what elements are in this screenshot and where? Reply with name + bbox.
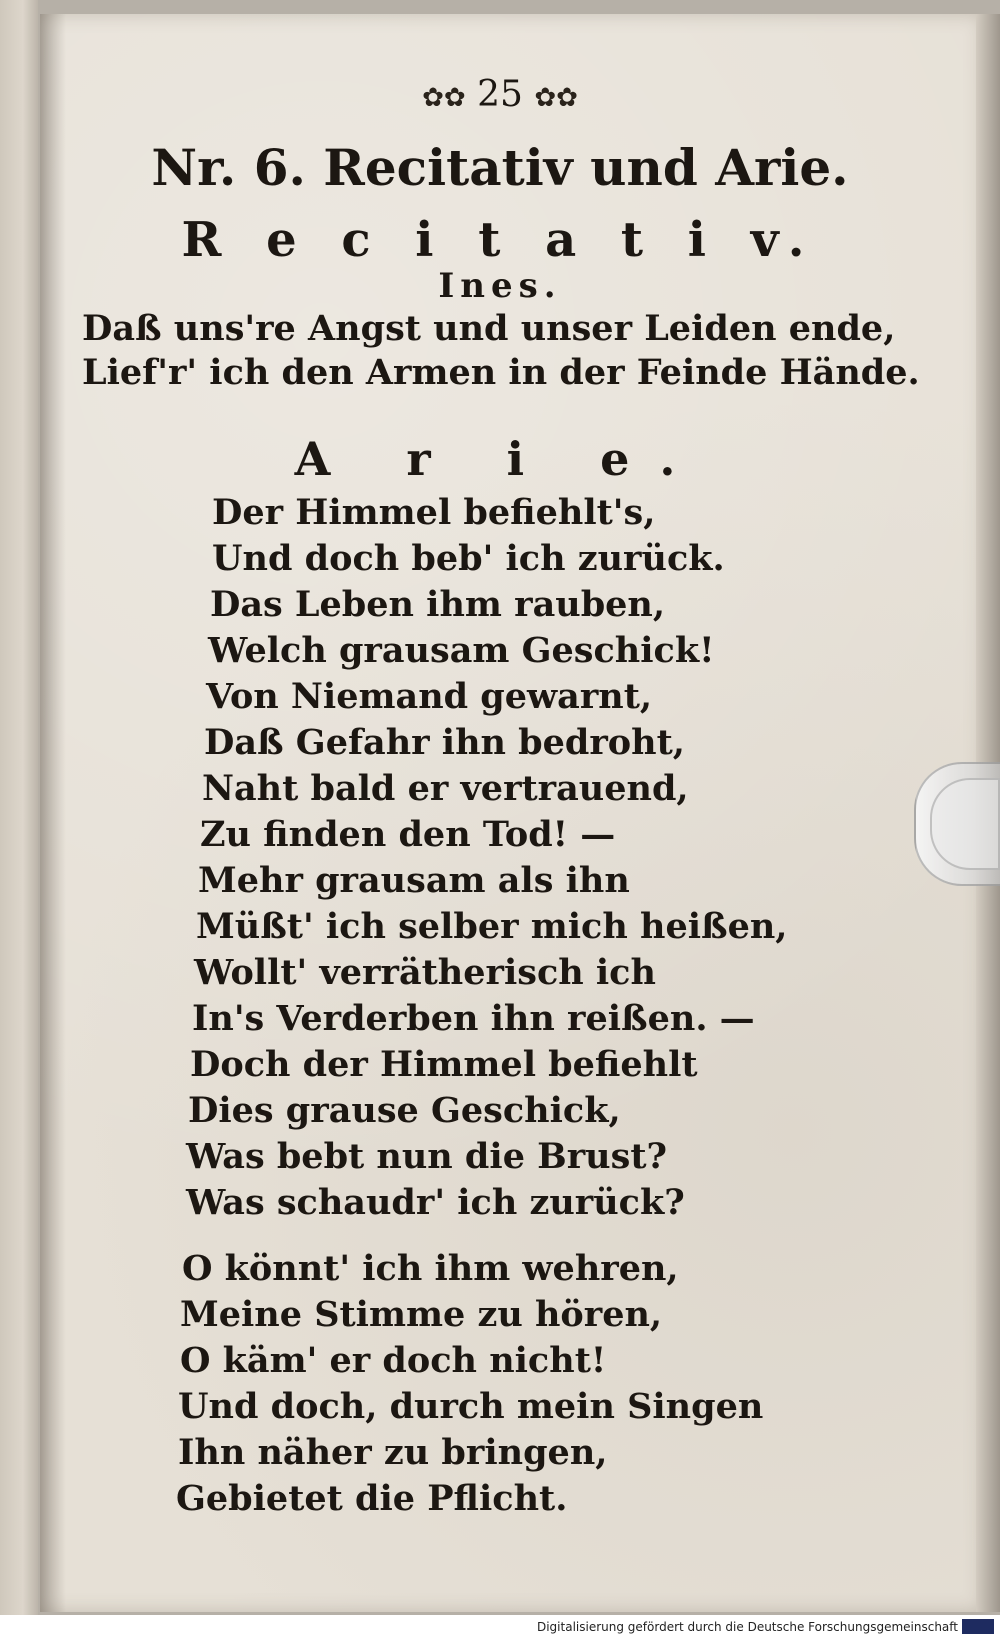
verse-line: Müßt' ich selber mich heißen, [196,906,788,947]
page-clip-icon [914,762,1000,886]
verse-line: Gebietet die Pflicht. [176,1478,568,1519]
verse-line: Ihn näher zu bringen, [178,1432,608,1473]
verse-line: Und doch beb' ich zurück. [212,538,725,579]
dfg-logo [962,1619,994,1634]
verse-line: O könnt' ich ihm wehren, [182,1248,679,1289]
page-clip-inner [930,778,1000,870]
verse-line: Daß Gefahr ihn bedroht, [204,722,685,763]
verse-line: Meine Stimme zu hören, [180,1294,663,1335]
verse-line: Von Niemand gewarnt, [206,676,653,717]
verse-line: In's Verderben ihn reißen. — [192,998,755,1039]
verse-line: Der Himmel befiehlt's, [212,492,656,533]
verse-line: Dies grause Geschick, [188,1090,621,1131]
verse-line: Was bebt nun die Brust? [186,1136,667,1177]
section-heading-recitativ: R e c i t a t i v. [181,212,819,268]
ornament-left-icon: ✿✿ [422,83,466,113]
verse-line: Naht bald er vertrauend, [202,768,689,809]
page-header [400,74,600,115]
recitativ-line: Daß uns're Angst und unser Leiden ende, [82,308,896,349]
verse-line: O käm' er doch nicht! [180,1340,607,1381]
page-number: 25 [477,74,523,115]
recitativ-line: Lief'r' ich den Armen in der Feinde Hände. [82,352,920,393]
verse-line: Doch der Himmel befiehlt [190,1044,698,1085]
verse-line: Wollt' verrätherisch ich [194,952,656,993]
verse-line: Und doch, durch mein Singen [178,1386,764,1427]
section-heading-arie: A r i e. [294,432,706,486]
page-title: Nr. 6. Recitativ und Arie. [151,138,849,197]
fold-shadow [40,14,66,1612]
digitization-credit: Digitalisierung gefördert durch die Deutsche Forschungsgemeinschaft [536,1620,958,1634]
verse-line: Was schaudr' ich zurück? [186,1182,685,1223]
left-page-edge [0,0,38,1615]
verse-line: Das Leben ihm rauben, [210,584,666,625]
speaker-name: Ines. [438,266,562,306]
verse-line: Mehr grausam als ihn [198,860,630,901]
verse-line: Welch grausam Geschick! [208,630,715,671]
verse-line: Zu finden den Tod! — [200,814,616,855]
ornament-right-icon: ✿✿ [534,83,578,113]
